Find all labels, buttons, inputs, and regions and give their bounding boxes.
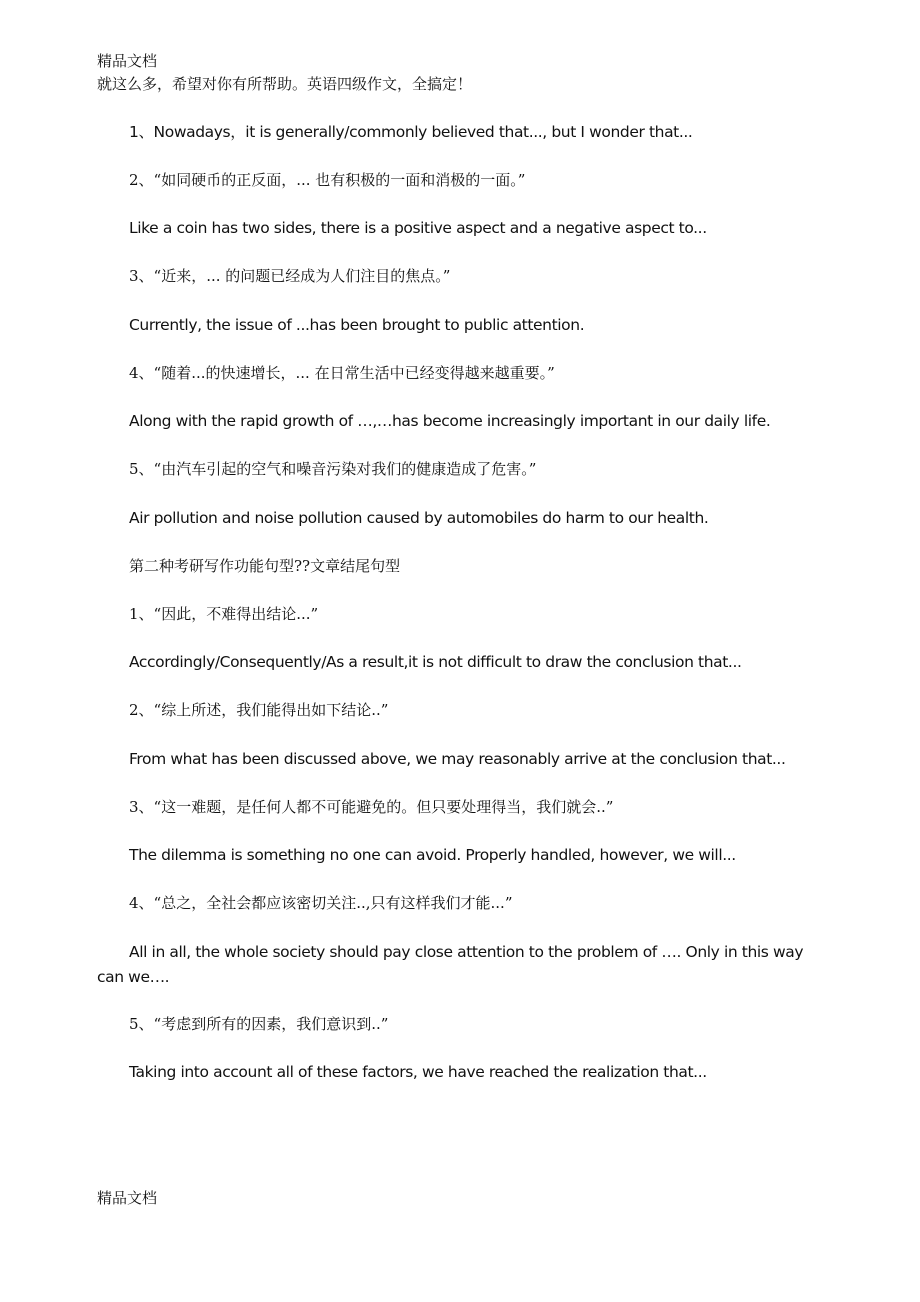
phrase-line: 3、“这一难题，是任何人都不可能避免的。但只要处理得当，我们就会..” [129, 798, 614, 816]
phrase-line: 5、“由汽车引起的空气和噪音污染对我们的健康造成了危害。” [129, 460, 537, 478]
phrase-line: 1、“因此，不难得出结论...” [129, 605, 319, 623]
phrase-line: The dilemma is something no one can avoid. Properly handled, however, we will... [129, 846, 736, 864]
phrase-line: 1、Nowadays，it is generally/commonly believed that..., but I wonder that... [129, 123, 693, 141]
page-footer: 精品文档 [97, 1189, 158, 1207]
phrase-line: Like a coin has two sides, there is a positive aspect and a negative aspect to... [129, 219, 707, 237]
phrase-line: 4、“总之，全社会都应该密切关注..,只有这样我们才能...” [129, 894, 513, 912]
phrase-line: Taking into account all of these factors, we have reached the realization that... [129, 1063, 707, 1081]
phrase-line: Currently, the issue of ...has been brought to public attention. [129, 316, 585, 334]
section-heading: 第二种考研写作功能句型??文章结尾句型 [129, 557, 401, 575]
phrase-line: From what has been discussed above, we may reasonably arrive at the conclusion that... [129, 750, 786, 768]
phrase-line: 2、“综上所述，我们能得出如下结论..” [129, 701, 389, 719]
phrase-line: 5、“考虑到所有的因素，我们意识到..” [129, 1015, 389, 1033]
page-header: 精品文档 [97, 52, 158, 70]
phrase-line: 2、“如同硬币的正反面，... 也有积极的一面和消极的一面。” [129, 171, 526, 189]
intro-text: 就这么多，希望对你有所帮助。英语四级作文，全搞定！ [97, 75, 473, 93]
phrase-line-wrapped: All in all, the whole society should pay close attention to the problem of …. Only in this way can we…. [97, 943, 804, 986]
phrase-line: 4、“随着...的快速增长，... 在日常生活中已经变得越来越重要。” [129, 364, 555, 382]
phrase-line: 3、“近来，... 的问题已经成为人们注目的焦点。” [129, 267, 451, 285]
phrase-line: Along with the rapid growth of …,…has become increasingly important in our daily life. [129, 412, 771, 430]
phrase-line: Air pollution and noise pollution caused by automobiles do harm to our health. [129, 509, 709, 527]
phrase-line: Accordingly/Consequently/As a result,it is not difficult to draw the conclusion that... [129, 653, 742, 671]
